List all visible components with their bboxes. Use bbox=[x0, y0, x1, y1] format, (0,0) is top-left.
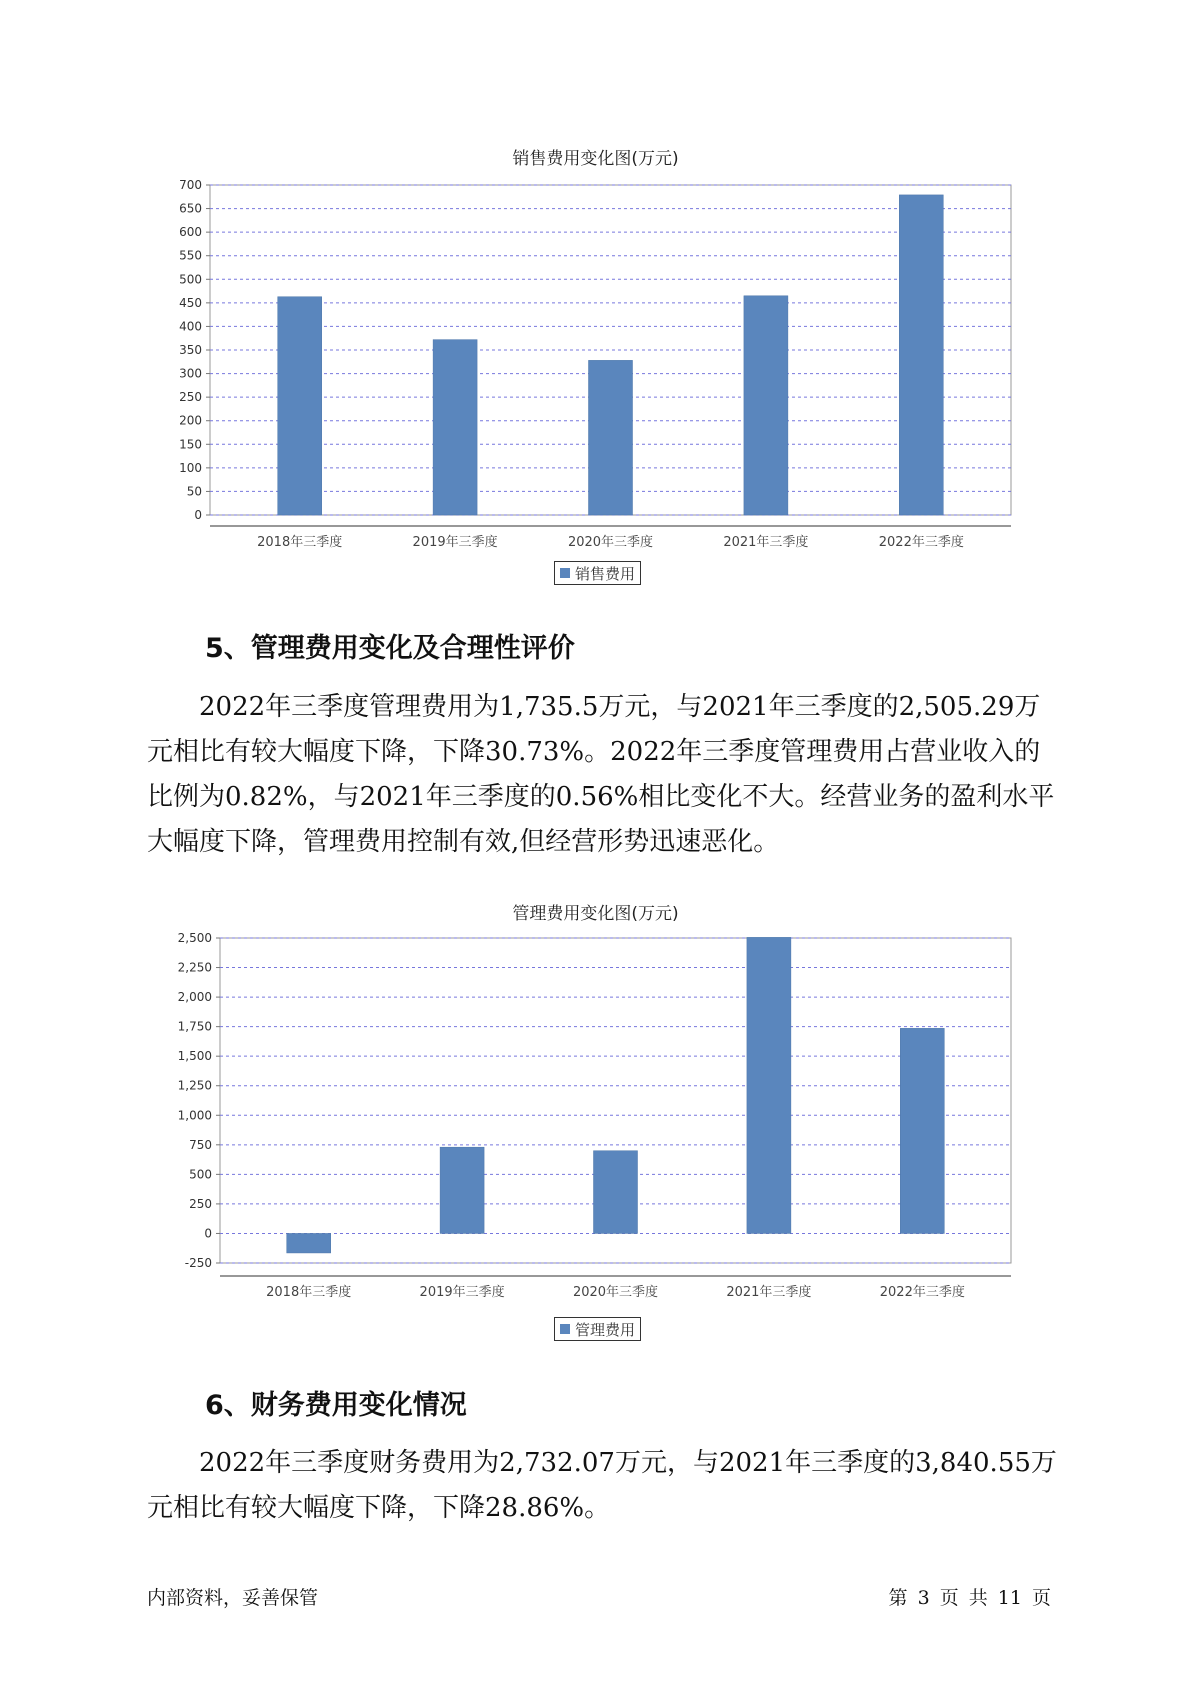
bar bbox=[278, 297, 322, 515]
y-tick-label: 1,250 bbox=[177, 1078, 212, 1093]
bar bbox=[589, 360, 633, 515]
chart2-legend bbox=[554, 1317, 641, 1341]
section5-paragraph: 2022年三季度管理费用为1,735.5万元，与2021年三季度的2,505.29万元相比有较大幅度下降，下降30.73%。2022年三季度管理费用占营业收入的比例为0.82%，与2021年三季度的0.56%相比变化不大。经营业务的盈利水平大幅度下降，管理费用控制有效,但经营形势迅速恶化。 bbox=[147, 692, 1055, 857]
bar bbox=[744, 296, 788, 515]
x-category-label: 2021年三季度 bbox=[723, 535, 809, 550]
section5-heading: 5、管理费用变化及合理性评价 bbox=[205, 633, 575, 664]
bar bbox=[287, 1233, 331, 1253]
x-category-label: 2020年三季度 bbox=[567, 535, 654, 550]
y-tick-label: 2,000 bbox=[177, 990, 212, 1005]
y-tick-label: 2,250 bbox=[177, 960, 212, 975]
y-tick-label: 1,500 bbox=[177, 1049, 212, 1064]
y-tick-label: 300 bbox=[179, 366, 202, 381]
bar bbox=[594, 1151, 638, 1234]
bar bbox=[433, 340, 477, 515]
sales-expense-chart bbox=[0, 170, 1191, 570]
legend-swatch bbox=[560, 1324, 570, 1334]
y-tick-label: 1,000 bbox=[177, 1108, 212, 1123]
chart2-legend-label: 管理费用 bbox=[575, 1320, 636, 1339]
section6-paragraph: 2022年三季度财务费用为2,732.07万元，与2021年三季度的3,840.55万元相比有较大幅度下降，下降28.86%。 bbox=[147, 1448, 1057, 1523]
x-category-label: 2019年三季度 bbox=[419, 1285, 505, 1300]
bar bbox=[899, 195, 943, 515]
y-tick-label: 600 bbox=[179, 225, 202, 240]
admin-expense-chart bbox=[0, 930, 1191, 1330]
y-tick-label: 100 bbox=[179, 460, 202, 475]
footer-page-number: 第 3 页 共 11 页 bbox=[888, 1587, 1051, 1609]
x-category-label: 2022年三季度 bbox=[878, 535, 964, 550]
y-tick-label: 500 bbox=[179, 272, 202, 287]
y-tick-label: 250 bbox=[189, 1196, 212, 1211]
bar bbox=[747, 937, 791, 1233]
footer-confidential: 内部资料，妥善保管 bbox=[147, 1587, 319, 1609]
x-category-label: 2019年三季度 bbox=[412, 535, 498, 550]
y-tick-label: 650 bbox=[179, 201, 202, 216]
y-tick-label: 250 bbox=[179, 390, 202, 405]
chart1-legend-label: 销售费用 bbox=[575, 564, 636, 583]
chart2-title: 管理费用变化图(万元) bbox=[512, 904, 679, 924]
y-tick-label: 200 bbox=[179, 413, 202, 428]
y-tick-label: 0 bbox=[194, 508, 202, 522]
y-tick-label: 50 bbox=[186, 484, 202, 499]
y-tick-label: 350 bbox=[179, 343, 202, 357]
x-category-label: 2018年三季度 bbox=[266, 1285, 352, 1300]
y-tick-label: 150 bbox=[179, 437, 202, 452]
y-tick-label: -250 bbox=[184, 1256, 212, 1270]
x-category-label: 2021年三季度 bbox=[726, 1285, 812, 1300]
x-category-label: 2020年三季度 bbox=[572, 1285, 659, 1300]
y-tick-label: 550 bbox=[179, 248, 202, 263]
y-tick-label: 450 bbox=[179, 295, 202, 310]
legend-swatch bbox=[560, 568, 570, 578]
y-tick-label: 0 bbox=[204, 1226, 212, 1241]
x-category-label: 2022年三季度 bbox=[879, 1285, 965, 1300]
y-tick-label: 750 bbox=[189, 1137, 212, 1152]
chart1-title: 销售费用变化图(万元) bbox=[512, 149, 679, 169]
bar bbox=[900, 1028, 944, 1233]
y-tick-label: 400 bbox=[179, 319, 202, 334]
y-tick-label: 1,750 bbox=[177, 1019, 212, 1034]
section6-heading: 6、财务费用变化情况 bbox=[205, 1390, 467, 1421]
bar bbox=[440, 1147, 484, 1233]
y-tick-label: 2,500 bbox=[177, 931, 212, 945]
x-category-label: 2018年三季度 bbox=[257, 535, 343, 550]
y-tick-label: 500 bbox=[189, 1167, 212, 1182]
chart1-legend bbox=[554, 561, 641, 585]
y-tick-label: 700 bbox=[179, 178, 202, 192]
